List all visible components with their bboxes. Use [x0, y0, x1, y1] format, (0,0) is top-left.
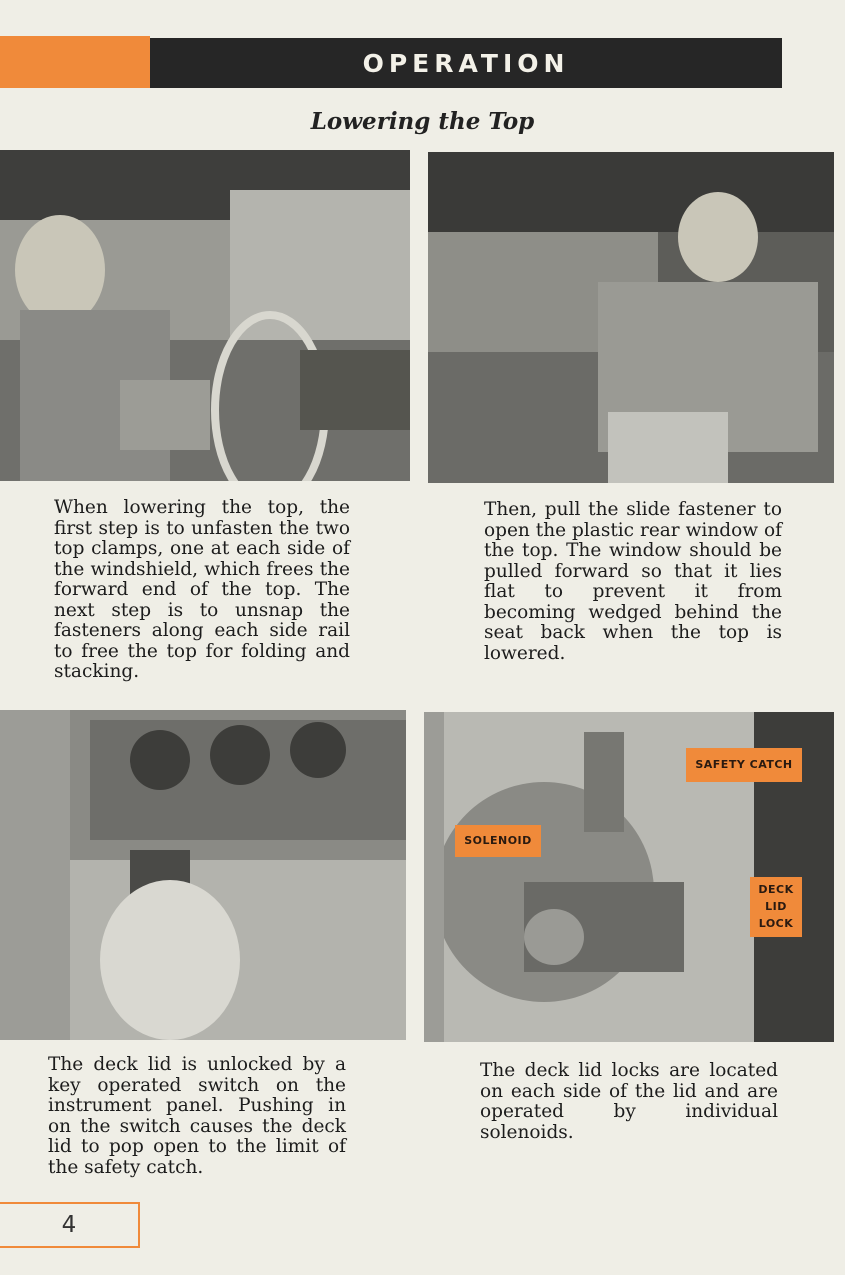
photo-woman-pulling-slide-fastener — [428, 152, 834, 483]
photo-woman-unfastening-windshield-clamps — [0, 150, 410, 481]
callout-solenoid: SOLENOID — [455, 825, 541, 857]
callout-deck-line-3: LOCK — [758, 917, 794, 930]
header-band — [150, 38, 782, 88]
section-title: OPERATION — [362, 48, 570, 78]
page-number: 4 — [61, 1212, 77, 1238]
header-accent-block — [0, 36, 150, 88]
paragraph-lowering-top-step-1: When lowering the top, the first step is to unfasten the two top clamps, one at each side of the windshield, which frees the forward end of the top. The next step is to unsnap the fasteners along each side rail to free the top for folding and stacking. — [54, 497, 350, 682]
callout-deck-line-1: DECK — [758, 883, 794, 896]
callout-deck-lid-lock — [750, 877, 802, 937]
page-number-box — [0, 1202, 140, 1248]
paragraph-deck-lid-switch: The deck lid is unlocked by a key operated switch on the instrument panel. Pushing in on the switch causes the deck lid to pop open to the limit of the safety catch. — [48, 1054, 346, 1178]
photo-deck-lid-switch-instrument-panel — [0, 710, 406, 1040]
callout-deck-line-2: LID — [765, 900, 787, 913]
callout-safety-catch: SAFETY CATCH — [686, 748, 802, 782]
page-subtitle: Lowering the Top — [310, 108, 535, 135]
paragraph-deck-lid-locks: The deck lid locks are located on each side of the lid and are operated by individual solenoids. — [480, 1060, 778, 1143]
paragraph-rear-window: Then, pull the slide fastener to open the plastic rear window of the top. The window should be pulled forward so that it lies flat to prevent it from becoming wedged behind the seat back when the top is lowered. — [484, 499, 782, 664]
